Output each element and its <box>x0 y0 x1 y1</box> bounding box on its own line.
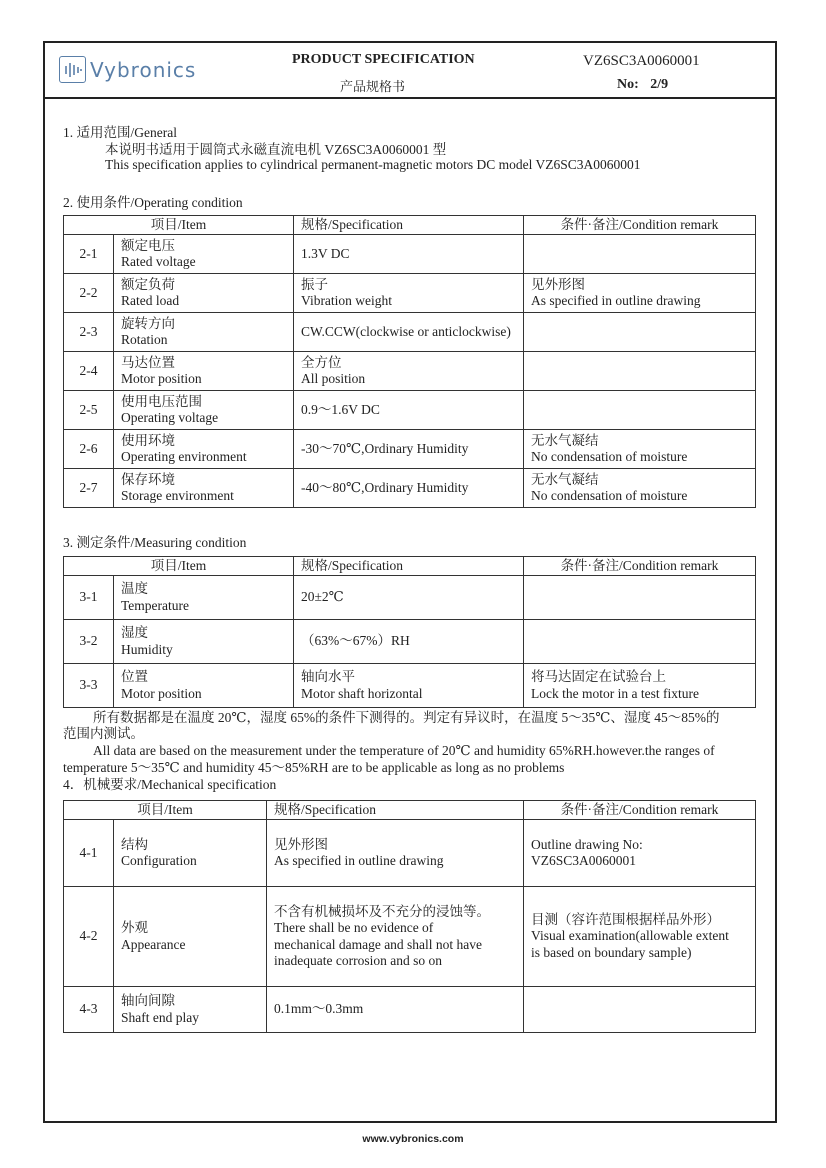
operating-table-header <box>64 216 756 235</box>
item-en: Rated voltage <box>121 254 196 269</box>
column-header-spec: 规格/Specification <box>294 216 524 235</box>
row-number: 3-1 <box>64 576 114 620</box>
measuring-table <box>63 556 756 708</box>
row-number: 2-1 <box>64 235 114 274</box>
spec-line: There shall be no evidence of <box>274 920 434 935</box>
measuring-note-cn-1: 所有数据都是在温度 20℃，湿度 65%的条件下测得的。判定有异议时，在温度 5～35℃、湿度 45～85%的 <box>93 710 720 725</box>
row-number: 2-7 <box>64 469 114 508</box>
measuring-note-en-2: temperature 5～35℃ and humidity 45～85%RH are to be applicable as long as no problems <box>63 760 565 775</box>
remark-cell <box>524 313 756 352</box>
remark-line: 目测（容许范围根据样品外形） <box>531 911 720 927</box>
remark-line-2: Lock the motor in a test fixture <box>531 685 699 701</box>
spec-cell <box>294 664 524 708</box>
item-cn: 使用电压范围 <box>121 393 202 409</box>
doc-number: VZ6SC3A0060001 <box>583 53 700 69</box>
spec-cell <box>294 274 524 313</box>
spec-cell <box>294 313 524 352</box>
remark-cell <box>524 235 756 274</box>
item-cn: 额定负荷 <box>121 276 175 292</box>
item-cn: 轴向间隙 <box>121 993 175 1008</box>
row-number: 2-2 <box>64 274 114 313</box>
spec-line-1: 全方位 <box>301 354 342 370</box>
remark-line-2: No condensation of moisture <box>531 449 688 464</box>
item-cell <box>114 620 294 664</box>
row-number: 2-4 <box>64 352 114 391</box>
spec-line-1: （63%～67%）RH <box>301 633 410 649</box>
page-label: No: <box>617 77 639 92</box>
column-header-spec: 规格/Specification <box>267 801 524 820</box>
item-en: Rated load <box>121 293 180 308</box>
item-cell <box>114 313 294 352</box>
item-cn: 外观 <box>121 920 148 935</box>
operating-table <box>63 215 756 508</box>
column-header-item: 项目/Item <box>64 801 267 820</box>
table-row <box>64 313 756 352</box>
section-general-heading: 1. 适用范围/General <box>63 125 177 140</box>
spec-line: mechanical damage and shall not have <box>274 936 483 952</box>
item-en: Motor position <box>121 685 202 701</box>
item-en: Operating environment <box>121 449 247 464</box>
table-row <box>64 820 756 887</box>
row-number: 2-6 <box>64 430 114 469</box>
item-en: Storage environment <box>121 488 234 503</box>
remark-line-2: As specified in outline drawing <box>531 293 701 308</box>
spec-cell <box>294 620 524 664</box>
item-cell <box>114 352 294 391</box>
row-number: 4-1 <box>64 820 114 887</box>
item-cell <box>114 820 267 887</box>
item-cn: 湿度 <box>121 625 148 640</box>
column-header-item: 项目/Item <box>64 557 294 576</box>
remark-cell <box>524 430 756 469</box>
spec-line-2: Vibration weight <box>301 293 393 308</box>
remark-cell <box>524 274 756 313</box>
row-number: 4-3 <box>64 987 114 1033</box>
item-en: Humidity <box>121 641 173 657</box>
item-cn: 结构 <box>121 836 148 852</box>
item-cell <box>114 391 294 430</box>
table-row <box>64 664 756 708</box>
measuring-table-header <box>64 557 756 576</box>
item-cn: 温度 <box>121 581 148 596</box>
row-number: 2-5 <box>64 391 114 430</box>
table-row <box>64 620 756 664</box>
remark-line-2: No condensation of moisture <box>531 488 688 503</box>
measuring-note-cn-2: 范围内测试。 <box>63 726 144 741</box>
table-row <box>64 391 756 430</box>
table-row <box>64 274 756 313</box>
table-row <box>64 352 756 391</box>
item-en: Configuration <box>121 853 197 868</box>
table-row <box>64 987 756 1033</box>
column-header-item: 项目/Item <box>64 216 294 235</box>
remark-cell <box>524 391 756 430</box>
remark-cell <box>524 887 756 987</box>
item-cell <box>114 274 294 313</box>
spec-line-1: CW.CCW(clockwise or anticlockwise) <box>301 323 511 339</box>
remark-line: VZ6SC3A0060001 <box>531 853 637 868</box>
spec-cell <box>267 820 524 887</box>
column-header-remark: 条件·备注/Condition remark <box>524 557 756 576</box>
general-line-cn: 本说明书适用于圆筒式永磁直流电机 VZ6SC3A0060001 型 <box>105 142 447 157</box>
spec-line-2: All position <box>301 371 366 386</box>
spec-line-1: 轴向水平 <box>301 669 355 684</box>
remark-line-1: 见外形图 <box>531 276 585 292</box>
page-number <box>617 77 668 93</box>
table-row <box>64 235 756 274</box>
row-number: 3-3 <box>64 664 114 708</box>
page-value: 2/9 <box>650 77 669 92</box>
spec-line-1: 1.3V DC <box>301 245 350 261</box>
item-cell <box>114 430 294 469</box>
remark-line: Outline drawing No: <box>531 836 643 852</box>
spec-line-1: 振子 <box>301 276 328 292</box>
spec-cell <box>294 391 524 430</box>
item-cell <box>114 887 267 987</box>
item-en: Temperature <box>121 597 190 613</box>
item-en: Appearance <box>121 936 186 952</box>
remark-line-1: 无水气凝结 <box>531 432 599 448</box>
spec-cell <box>267 887 524 987</box>
row-number: 2-3 <box>64 313 114 352</box>
item-en: Shaft end play <box>121 1009 199 1025</box>
footer-website: www.vybronics.com <box>362 1133 464 1145</box>
item-cell <box>114 469 294 508</box>
spec-cell <box>294 430 524 469</box>
remark-line-1: 将马达固定在试验台上 <box>531 669 666 684</box>
table-row <box>64 469 756 508</box>
spec-line-1: -30～70℃,Ordinary Humidity <box>301 440 469 456</box>
spec-line: 0.1mm～0.3mm <box>274 1001 364 1017</box>
spec-line: 不含有机械损坏及不充分的浸蚀等。 <box>274 903 490 919</box>
remark-cell <box>524 620 756 664</box>
row-number: 3-2 <box>64 620 114 664</box>
table-row <box>64 887 756 987</box>
remark-cell <box>524 352 756 391</box>
logo-text: Vybronics <box>90 57 197 82</box>
item-en: Motor position <box>121 371 202 386</box>
general-line-en: This specification applies to cylindrical permanent-magnetic motors DC model VZ6SC3A0060001 <box>105 157 641 172</box>
spec-cell <box>294 235 524 274</box>
header-divider <box>43 97 777 99</box>
remark-line: Visual examination(allowable extent <box>531 928 729 944</box>
measuring-note-en-1: All data are based on the measurement under the temperature of 20℃ and humidity 65%RH.however.the ranges of <box>93 743 715 758</box>
item-cell <box>114 664 294 708</box>
item-en: Rotation <box>121 332 168 347</box>
spec-line-1: -40～80℃,Ordinary Humidity <box>301 479 469 495</box>
item-cell <box>114 987 267 1033</box>
remark-cell <box>524 469 756 508</box>
item-cn: 保存环境 <box>121 471 175 487</box>
item-cn: 额定电压 <box>121 237 175 253</box>
remark-cell <box>524 987 756 1033</box>
section-mechanical-heading: 4．机械要求/Mechanical specification <box>63 777 277 792</box>
remark-line-1: 无水气凝结 <box>531 471 599 487</box>
spec-line-1: 0.9～1.6V DC <box>301 401 380 417</box>
table-row <box>64 576 756 620</box>
table-row <box>64 430 756 469</box>
mechanical-table <box>63 800 756 1033</box>
item-en: Operating voltage <box>121 410 219 425</box>
spec-cell <box>294 469 524 508</box>
spec-line: inadequate corrosion and so on <box>274 953 442 968</box>
item-cn: 位置 <box>121 669 148 684</box>
spec-line-2: Motor shaft horizontal <box>301 685 423 701</box>
column-header-remark: 条件·备注/Condition remark <box>524 801 756 820</box>
spec-cell <box>267 987 524 1033</box>
item-cell <box>114 576 294 620</box>
logo-mark-icon <box>59 56 86 83</box>
item-cn: 旋转方向 <box>121 315 175 331</box>
spec-cell <box>294 352 524 391</box>
spec-cell <box>294 576 524 620</box>
remark-cell <box>524 820 756 887</box>
section-measuring-heading: 3. 测定条件/Measuring condition <box>63 535 247 550</box>
item-cell <box>114 235 294 274</box>
section-operating-heading: 2. 使用条件/Operating condition <box>63 195 243 210</box>
doc-title-en: PRODUCT SPECIFICATION <box>292 52 475 67</box>
spec-line: As specified in outline drawing <box>274 853 444 868</box>
company-logo <box>59 56 196 83</box>
column-header-spec: 规格/Specification <box>294 557 524 576</box>
item-cn: 使用环境 <box>121 432 175 448</box>
remark-line: is based on boundary sample) <box>531 944 692 960</box>
mechanical-table-header <box>64 801 756 820</box>
spec-line-1: 20±2℃ <box>301 589 344 605</box>
remark-cell <box>524 576 756 620</box>
spec-line: 见外形图 <box>274 836 328 852</box>
row-number: 4-2 <box>64 887 114 987</box>
remark-cell <box>524 664 756 708</box>
item-cn: 马达位置 <box>121 354 175 370</box>
column-header-remark: 条件·备注/Condition remark <box>524 216 756 235</box>
doc-title-cn: 产品规格书 <box>340 79 406 94</box>
